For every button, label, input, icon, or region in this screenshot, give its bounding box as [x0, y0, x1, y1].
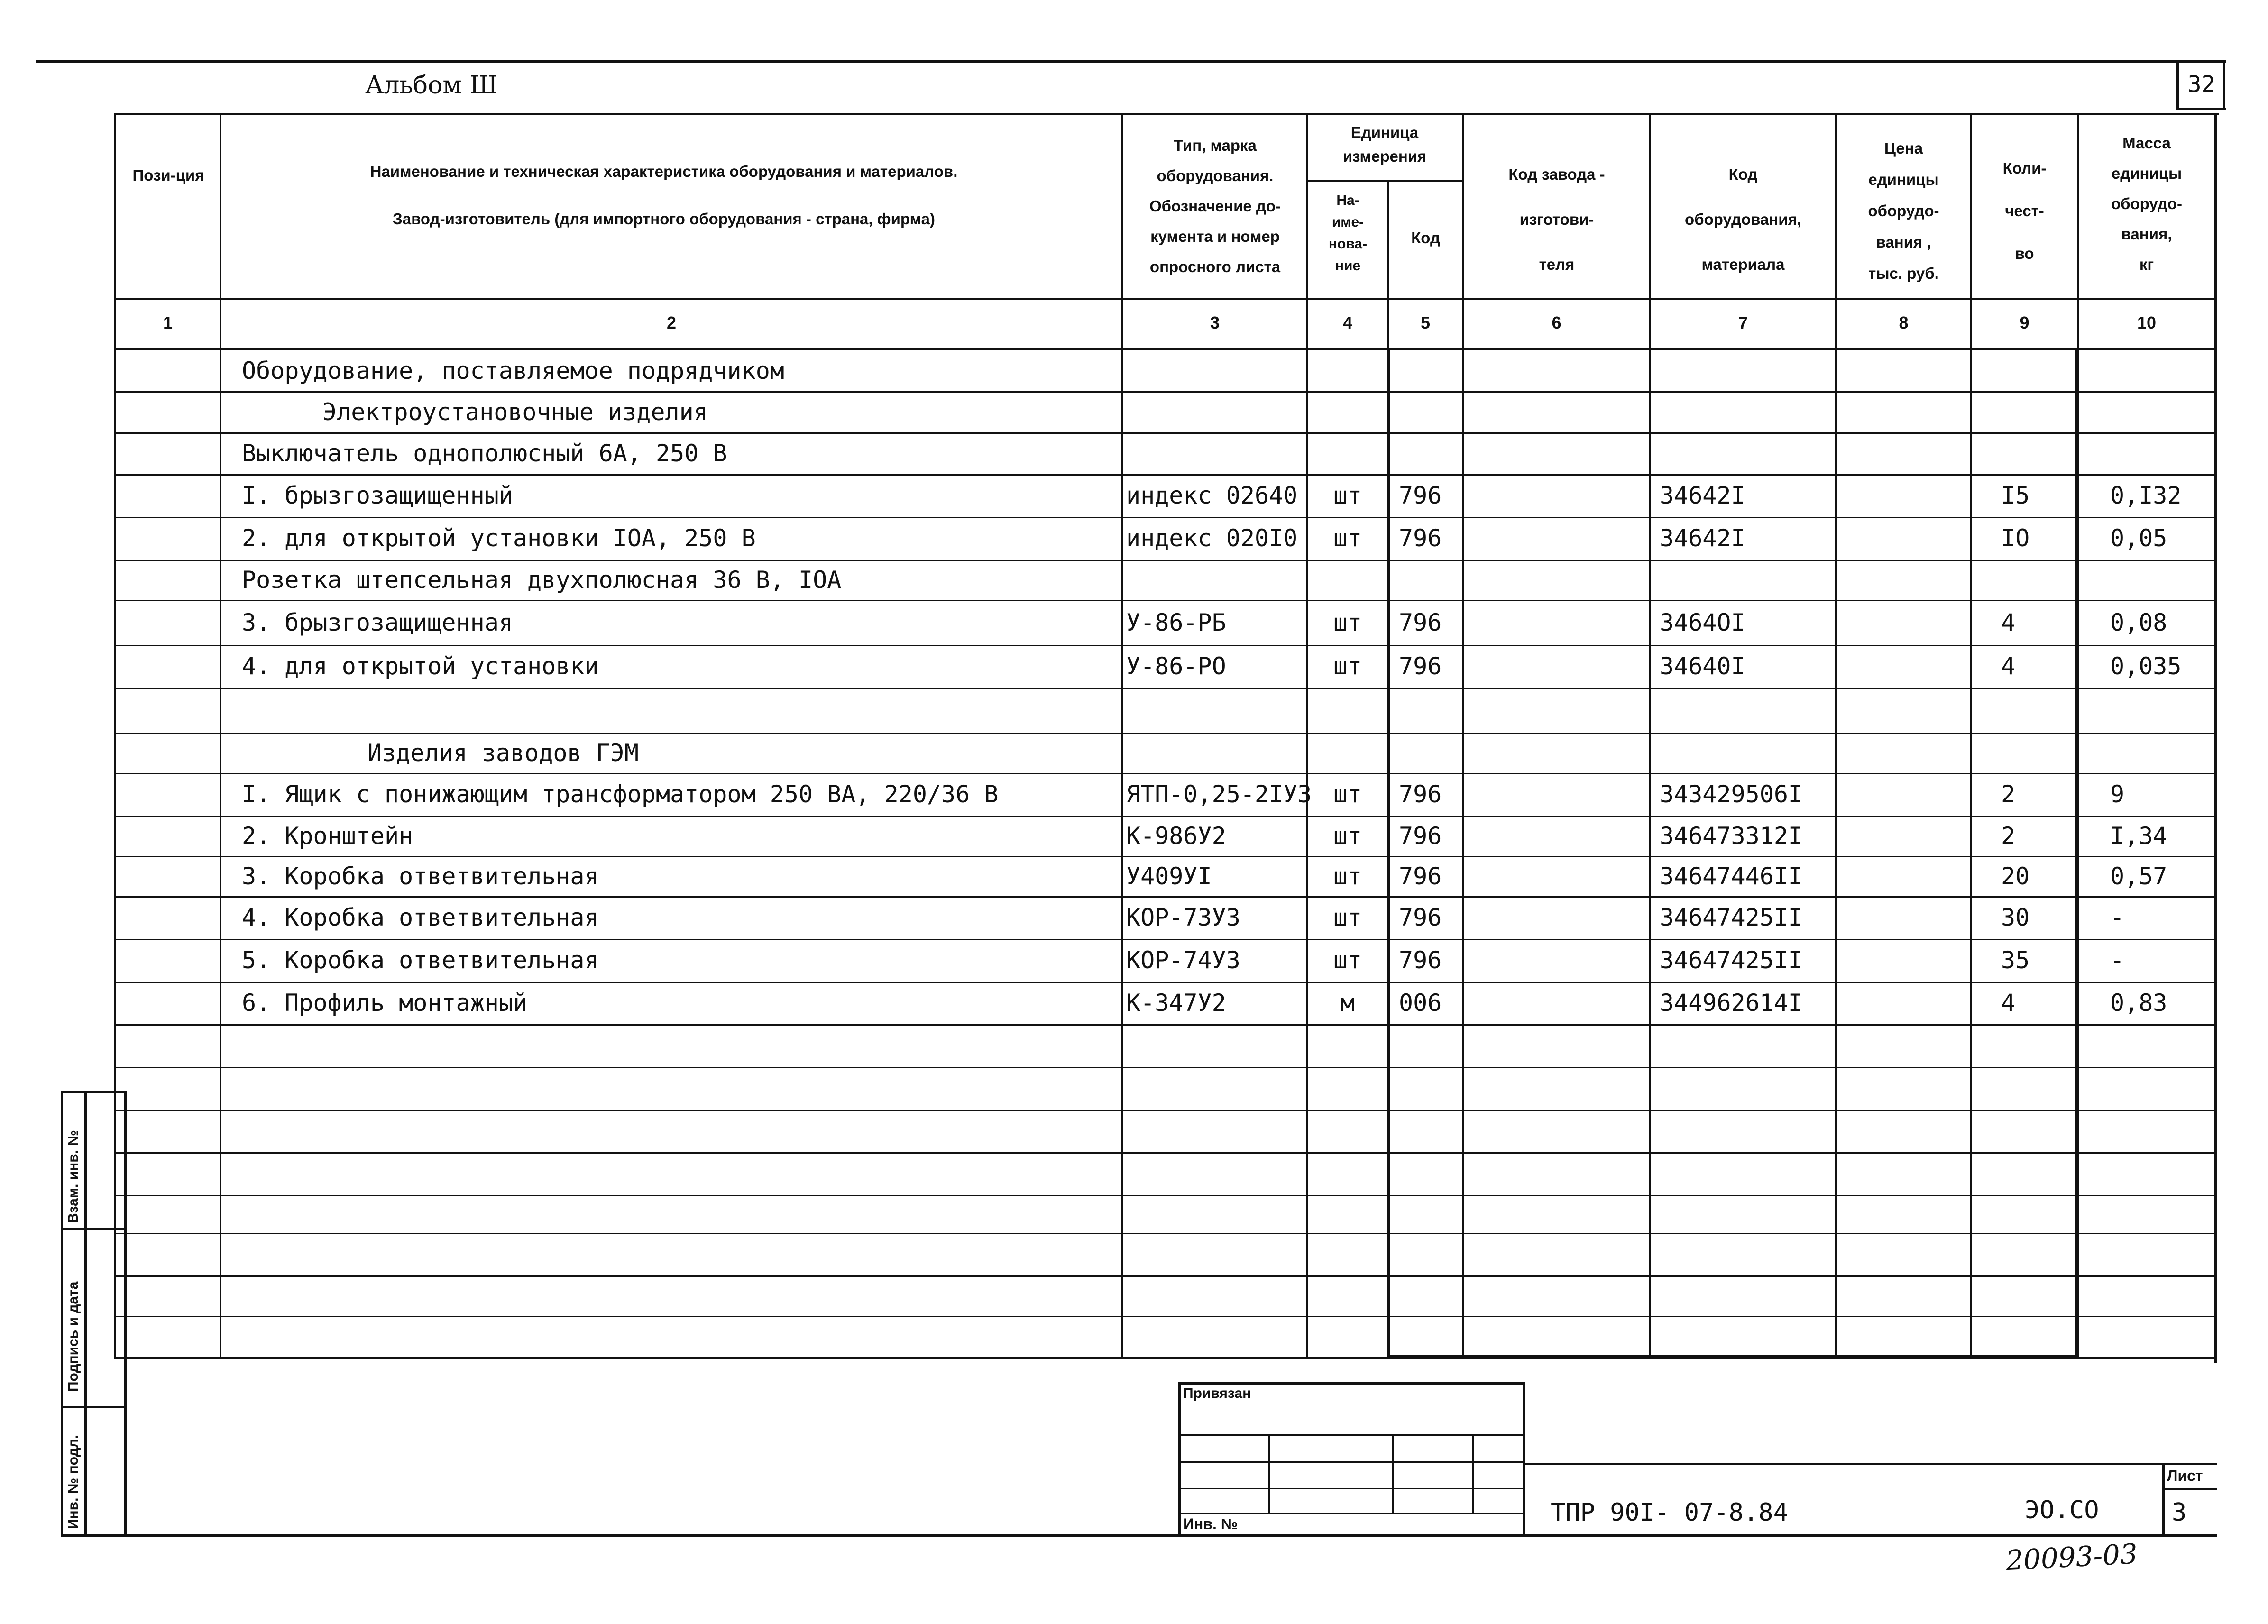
doc-code: ТПР 90I- 07-8.84: [1551, 1498, 1788, 1527]
album-title: Альбом Ш: [365, 71, 498, 100]
row-line: [114, 733, 2217, 734]
col-line-7: [1835, 113, 1837, 1359]
row-type: индекс 02640: [1126, 482, 1298, 509]
sheet-box-top: [2162, 1463, 2217, 1465]
header-unit-code: Код: [1411, 229, 1440, 247]
header-equip-l3: материала: [1701, 256, 1785, 273]
row-name: 5. Коробка ответвительная: [242, 946, 599, 974]
row-code: 796: [1399, 946, 1442, 974]
row-name: 2. Кронштейн: [242, 822, 413, 850]
row-equip: 3464OI: [1660, 608, 1745, 636]
colnum-separator: [114, 348, 2217, 350]
row-unit: шт: [1333, 608, 1362, 636]
side-strip-div1: [61, 1228, 125, 1230]
header-type-l2: оборудования.: [1157, 167, 1274, 184]
row-mass: 0,I32: [2110, 482, 2182, 509]
header-name-line1: Наименование и техническая характеристика оборудования и материалов.: [370, 163, 958, 180]
table-top: [114, 113, 2219, 115]
row-equip: 344962614I: [1660, 989, 1803, 1017]
row-line: [114, 1316, 2217, 1317]
header-price-l4: вания ,: [1876, 233, 1931, 251]
col-num-2: 2: [666, 313, 677, 332]
header-price: [1837, 133, 1970, 289]
header-equip-code: [1651, 152, 1835, 287]
col-num-7: 7: [1738, 313, 1748, 332]
row-name: Оборудование, поставляемое подрядчиком: [242, 357, 784, 385]
row-unit: шт: [1333, 524, 1362, 552]
row-qty: 35: [2001, 946, 2030, 974]
row-mass: 0,05: [2110, 524, 2167, 552]
row-qty: 4: [2001, 652, 2016, 680]
table-left-upper: [114, 113, 116, 1359]
row-equip: 346473312I: [1660, 822, 1803, 850]
row-type: КОР-74У3: [1126, 946, 1240, 974]
page-number-box-right: [2223, 60, 2225, 110]
sheet-box-left: [2162, 1463, 2165, 1536]
page-number-box-bottom: [2176, 108, 2226, 110]
row-equip: 34642I: [1660, 524, 1745, 552]
row-type: индекс 020I0: [1126, 524, 1298, 552]
side-label-inv-orig: Инв. № подл.: [65, 1434, 81, 1529]
header-unit-name: [1309, 190, 1387, 277]
header-factory-code: [1464, 152, 1649, 287]
row-type: У-86-РО: [1126, 652, 1226, 680]
header-type: [1124, 130, 1306, 282]
col-num-6: 6: [1552, 313, 1561, 332]
stamp-row4: [1178, 1513, 1524, 1514]
titleblock-line: [1524, 1463, 2217, 1465]
row-code: 006: [1399, 989, 1442, 1017]
sheet-label: Лист: [2167, 1467, 2203, 1484]
row-equip: 34640I: [1660, 652, 1745, 680]
row-line: [114, 1067, 2217, 1068]
header-qty: [1972, 147, 2077, 275]
header-unit-name-l1: На-: [1336, 193, 1359, 208]
row-equip: 34647446II: [1660, 862, 1803, 890]
stamp-box-top: [1178, 1382, 1524, 1385]
header-type-l3: Обозначение до-: [1149, 197, 1281, 215]
table-right: [2214, 113, 2217, 1363]
row-line: [114, 1110, 2217, 1111]
table-bottom: [114, 1357, 2217, 1359]
header-equip-l1: Код: [1728, 165, 1758, 183]
col-num-10: 10: [2137, 313, 2157, 332]
row-mass: 0,83: [2110, 989, 2167, 1017]
row-line: [114, 645, 2217, 646]
side-strip-left: [61, 1091, 63, 1536]
row-code: 796: [1399, 608, 1442, 636]
stamp-col1: [1268, 1434, 1270, 1513]
row-unit: шт: [1333, 652, 1362, 680]
row-line: [114, 773, 2217, 774]
header-qty-l3: во: [2015, 245, 2034, 262]
header-factory-l1: Код завода -: [1508, 165, 1605, 183]
side-strip-right: [124, 1091, 127, 1536]
col-line-3: [1306, 113, 1308, 1359]
row-qty: 4: [2001, 989, 2016, 1017]
row-name: 4. Коробка ответвительная: [242, 904, 599, 931]
row-code: 796: [1399, 652, 1442, 680]
header-mass-l2: единицы: [2111, 165, 2182, 182]
handwritten-number: 20093-03: [2005, 1537, 2139, 1577]
header-qty-l2: чест-: [2005, 202, 2044, 220]
row-name: 4. для открытой установки: [242, 652, 599, 680]
header-qty-l1: Коли-: [2002, 159, 2047, 177]
row-type: К-347У2: [1126, 989, 1226, 1017]
row-type: ЯТП-0,25-2IУ3: [1126, 780, 1312, 808]
col-num-5: 5: [1420, 313, 1431, 332]
header-unit-group: Единица измерения: [1342, 124, 1427, 165]
row-name: 3. Коробка ответвительная: [242, 862, 599, 890]
row-name: Электроустановочные изделия: [322, 398, 708, 426]
row-name: 3. брызгозащищенная: [242, 608, 513, 636]
row-name: Выключатель однополюсный 6А, 250 В: [242, 440, 727, 467]
col-num-9: 9: [2020, 313, 2029, 332]
header-price-l5: тыс. руб.: [1868, 265, 1939, 282]
unit-group-separator: [1306, 180, 1462, 182]
row-equip: 34642I: [1660, 482, 1745, 509]
row-line: [114, 1195, 2217, 1196]
header-unit-name-l3: нова-: [1328, 236, 1368, 252]
header-mass-l5: кг: [2139, 256, 2154, 273]
row-unit: шт: [1333, 482, 1362, 509]
row-mass: 0,035: [2110, 652, 2182, 680]
row-name: 6. Профиль монтажный: [242, 989, 528, 1017]
row-line: [114, 688, 2217, 689]
row-unit: шт: [1333, 780, 1362, 808]
header-mass-l3: оборудо-: [2111, 195, 2183, 212]
row-line: [114, 856, 2217, 857]
row-name: Розетка штепсельная двухполюсная 36 В, IOA: [242, 566, 842, 594]
row-mass: 0,08: [2110, 608, 2167, 636]
side-label-signature: Подпись и дата: [65, 1281, 81, 1392]
header-mass-l1: Масса: [2122, 134, 2171, 152]
row-type: У-86-РБ: [1126, 608, 1226, 636]
section-code: ЭО.СО: [2025, 1496, 2099, 1524]
row-name: 2. для открытой установки IOA, 250 B: [242, 524, 756, 552]
header-price-l2: единицы: [1868, 171, 1939, 188]
row-line: [114, 939, 2217, 940]
col-num-3: 3: [1210, 313, 1220, 332]
row-qty: 4: [2001, 608, 2016, 636]
row-code: 796: [1399, 904, 1442, 931]
row-type: К-986У2: [1126, 822, 1226, 850]
row-line: [114, 600, 2217, 601]
header-mass: [2079, 128, 2214, 280]
row-name: I. Ящик с понижающим трансформатором 250 ВА, 220/36 В: [242, 780, 999, 808]
col-num-1: 1: [163, 313, 173, 332]
row-equip: 34647425II: [1660, 904, 1803, 931]
row-type: У409УI: [1126, 862, 1212, 890]
side-label-replace: Взам. инв. №: [65, 1130, 81, 1223]
row-line: [114, 982, 2217, 983]
row-line: [114, 474, 2217, 476]
row-mass: I,34: [2110, 822, 2167, 850]
header-type-l4: кумента и номер: [1150, 228, 1280, 245]
row-qty: 20: [2001, 862, 2030, 890]
stamp-col2: [1392, 1434, 1394, 1513]
row-code: 796: [1399, 862, 1442, 890]
row-type: КОР-73У3: [1126, 904, 1240, 931]
row-unit: шт: [1333, 904, 1362, 931]
header-type-l1: Тип, марка: [1174, 137, 1257, 154]
header-unit-name-l2: име-: [1331, 214, 1364, 230]
row-qty: 2: [2001, 780, 2016, 808]
row-equip: 343429506I: [1660, 780, 1803, 808]
sheet-number: 3: [2172, 1498, 2187, 1527]
col-line-2: [1121, 113, 1123, 1359]
header-factory-l3: теля: [1539, 256, 1575, 273]
row-name: Изделия заводов ГЭМ: [367, 739, 639, 767]
stamp-inv-label: Инв. №: [1183, 1515, 1238, 1532]
row-code: 796: [1399, 482, 1442, 509]
header-type-l5: опросного листа: [1149, 258, 1281, 275]
header-price-l1: Цена: [1884, 139, 1923, 157]
row-qty: 2: [2001, 822, 2016, 850]
sheet-box-mid: [2162, 1488, 2217, 1490]
row-equip: 34647425II: [1660, 946, 1803, 974]
header-position: Пози-ция: [132, 166, 204, 184]
col-num-8: 8: [1899, 313, 1909, 332]
row-line: [114, 816, 2217, 817]
row-qty: IO: [2001, 524, 2030, 552]
row-mass: 9: [2110, 780, 2125, 808]
row-line: [114, 1152, 2217, 1154]
row-name: I. брызгозащищенный: [242, 482, 513, 509]
page-number-box-left: [2176, 60, 2179, 110]
row-mass: -: [2110, 946, 2125, 974]
row-line: [114, 517, 2217, 518]
header-name-line2: Завод-изготовитель (для импортного оборудования - страна, фирма): [393, 210, 935, 228]
col-num-4: 4: [1342, 313, 1353, 332]
row-line: [114, 1275, 2217, 1277]
header-price-l3: оборудо-: [1868, 202, 1939, 220]
row-mass: 0,57: [2110, 862, 2167, 890]
header-equip-l2: оборудования,: [1685, 211, 1801, 228]
row-unit: шт: [1333, 946, 1362, 974]
stamp-col3: [1472, 1434, 1474, 1513]
row-line: [114, 432, 2217, 434]
row-code: 796: [1399, 524, 1442, 552]
row-code: 796: [1399, 780, 1442, 808]
row-qty: I5: [2001, 482, 2030, 509]
header-mass-l4: вания,: [2121, 225, 2172, 243]
row-code: 796: [1399, 822, 1442, 850]
row-line: [114, 391, 2217, 393]
thick-block-left: [1387, 350, 1390, 1359]
header-factory-l2: изготови-: [1519, 211, 1594, 228]
header-separator: [114, 298, 2217, 300]
row-line: [114, 896, 2217, 898]
row-mass: -: [2110, 904, 2125, 931]
side-strip-div2: [61, 1406, 125, 1408]
side-strip-top: [61, 1091, 125, 1093]
page-number: 32: [2187, 71, 2215, 98]
row-line: [114, 560, 2217, 561]
col-line-6: [1649, 113, 1651, 1359]
row-line: [114, 1233, 2217, 1234]
row-line: [114, 1024, 2217, 1026]
col-line-5: [1462, 113, 1464, 1359]
col-line-8: [1970, 113, 1972, 1359]
stamp-bound-label: Привязан: [1183, 1385, 1251, 1401]
row-qty: 30: [2001, 904, 2030, 931]
side-strip-mid: [84, 1091, 87, 1536]
thick-block-right: [2075, 350, 2079, 1359]
top-border: [36, 60, 2226, 63]
row-unit: шт: [1333, 862, 1362, 890]
side-strip-bottom: [61, 1534, 2217, 1537]
header-unit-name-l4: ние: [1335, 258, 1361, 274]
row-unit: м: [1340, 989, 1355, 1017]
col-line-1: [220, 113, 221, 1359]
row-unit: шт: [1333, 822, 1362, 850]
